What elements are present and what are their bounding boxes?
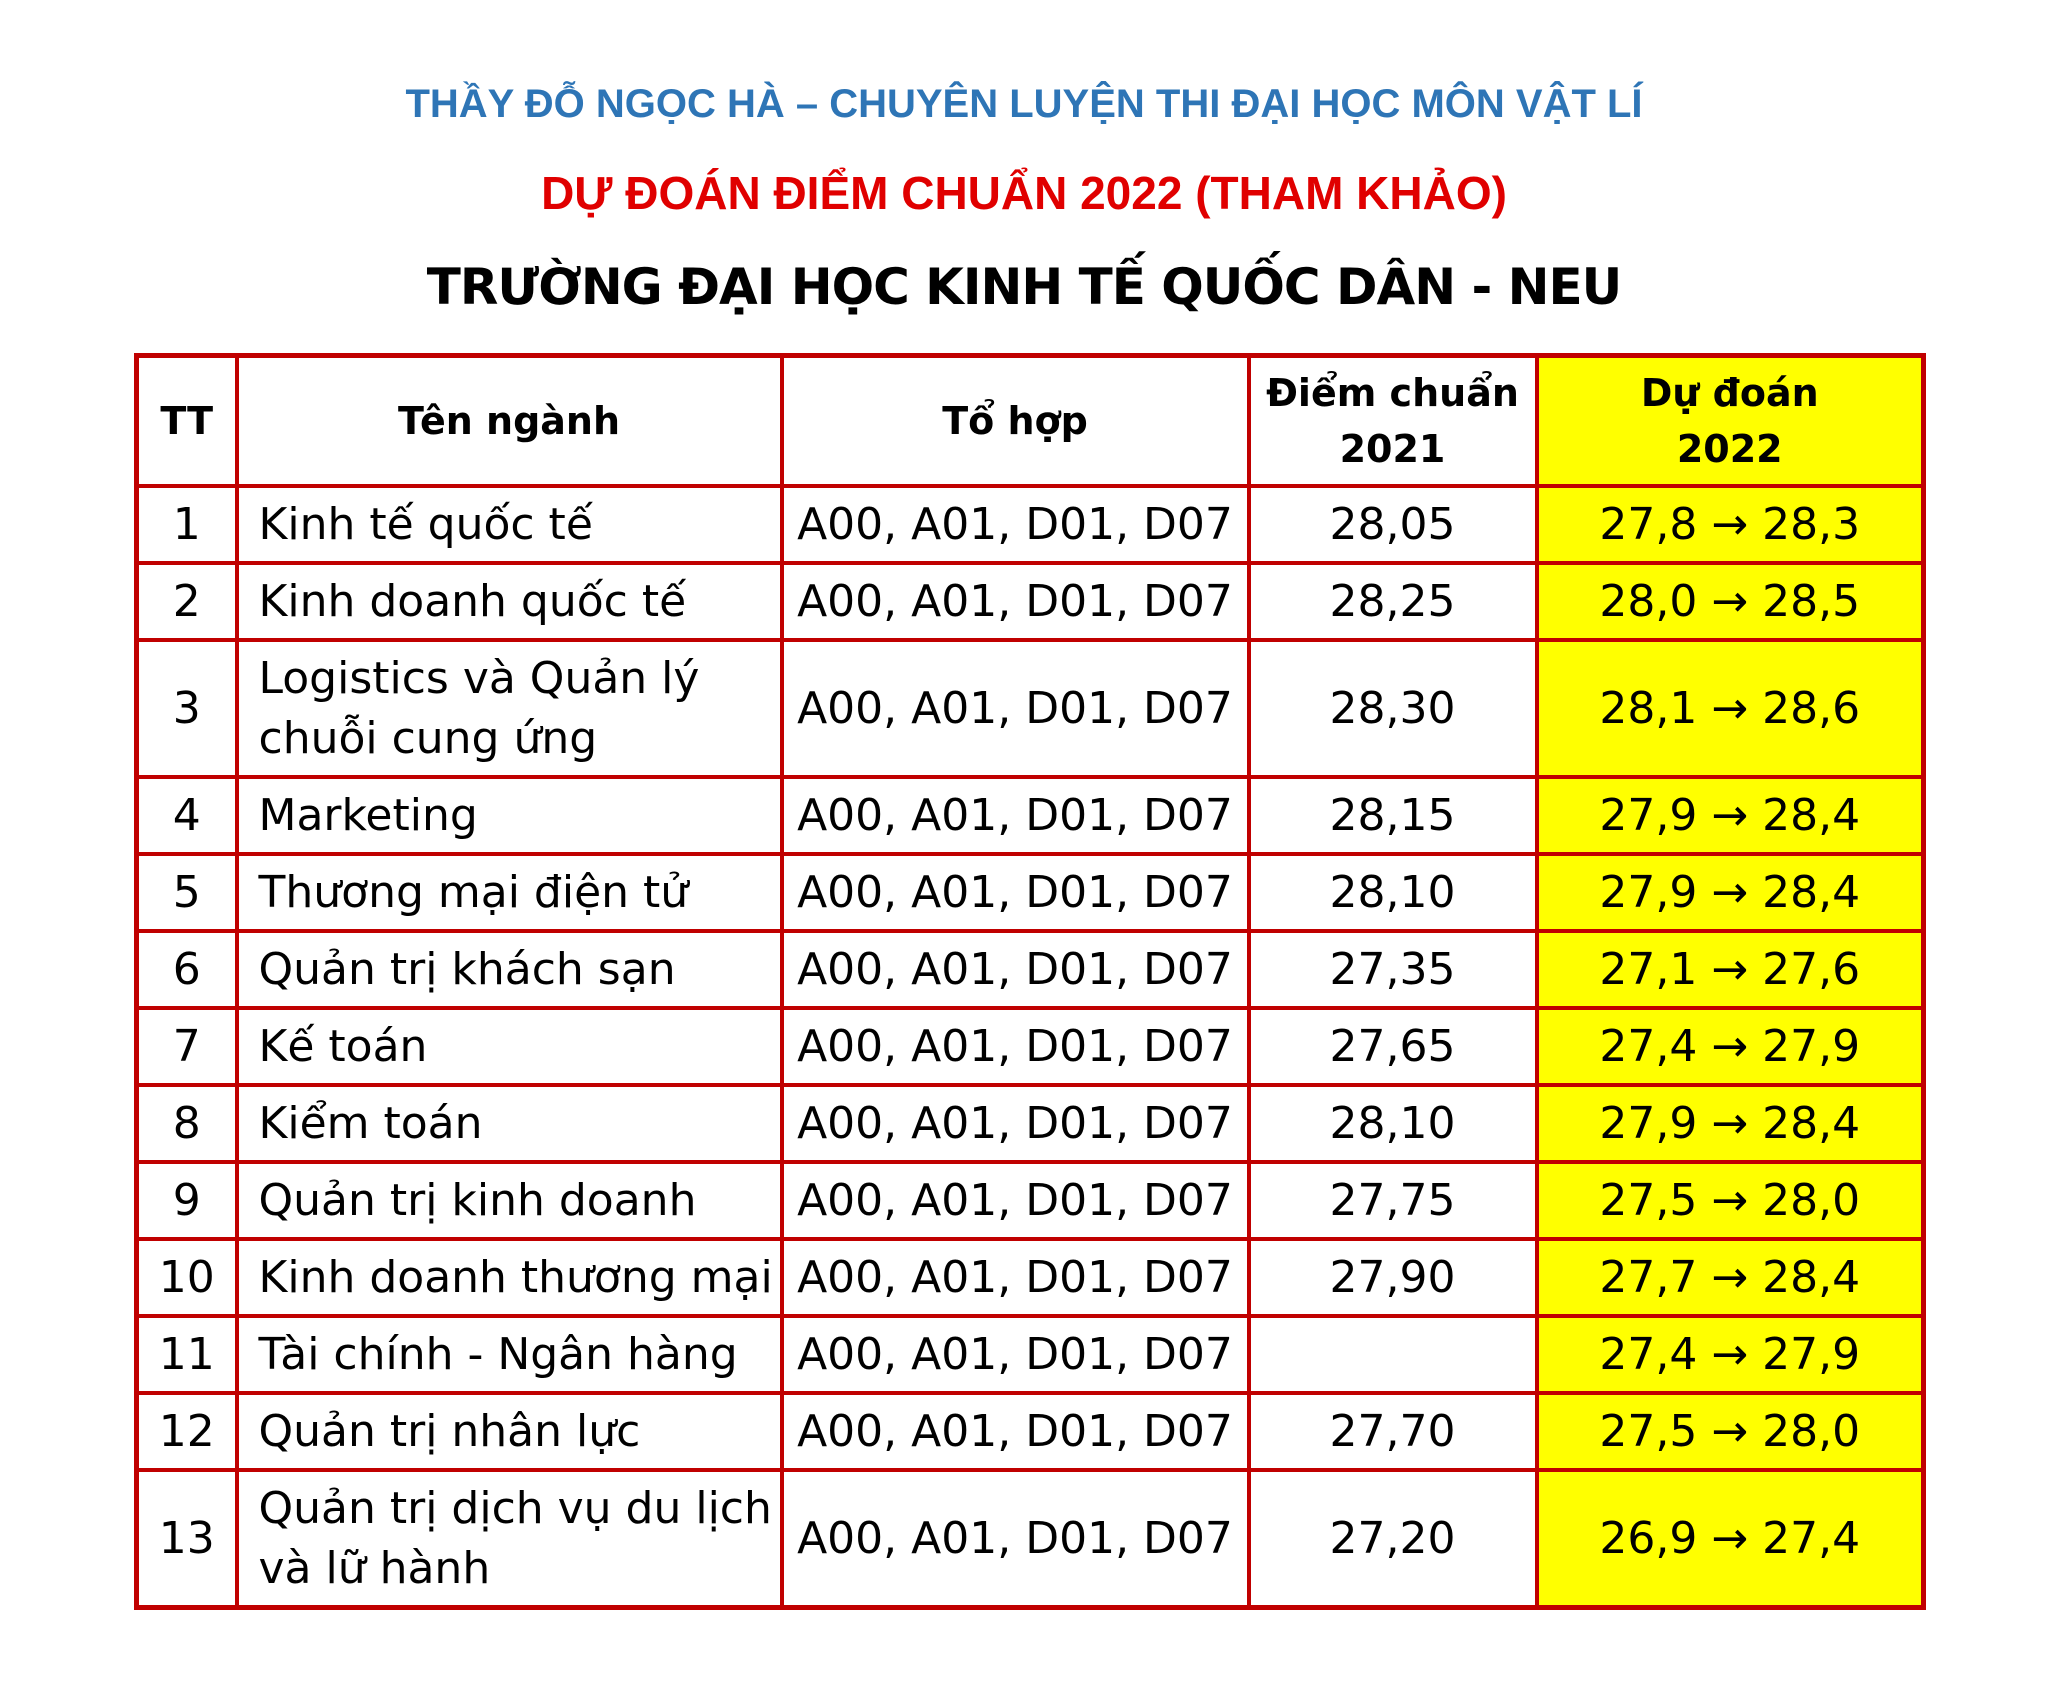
cell-pred-2022: 27,5 → 28,0: [1537, 1393, 1924, 1470]
cell-tt: 3: [137, 640, 237, 777]
cell-name: [237, 640, 782, 777]
teacher-line: THẦY ĐỖ NGỌC HÀ – CHUYÊN LUYỆN THI ĐẠI HỌC MÔN VẬT LÍ: [405, 82, 1643, 126]
cell-combo: A00, A01, D01, D07: [782, 1008, 1249, 1085]
cell-combo: A00, A01, D01, D07: [782, 1239, 1249, 1316]
cell-combo: A00, A01, D01, D07: [782, 854, 1249, 931]
cell-score-2021: 28,10: [1249, 1085, 1537, 1162]
cell-pred-2022: 27,5 → 28,0: [1537, 1162, 1924, 1239]
cell-name: Quản trị khách sạn: [237, 931, 782, 1008]
cell-tt: 5: [137, 854, 237, 931]
cell-name: Kinh doanh thương mại: [237, 1239, 782, 1316]
header-name: Tên ngành: [237, 356, 782, 487]
table-row: [137, 1393, 1924, 1470]
cell-tt: 13: [137, 1470, 237, 1608]
cell-pred-2022: 27,4 → 27,9: [1537, 1008, 1924, 1085]
cell-name: [237, 1470, 782, 1608]
cell-score-2021: 27,35: [1249, 931, 1537, 1008]
cell-tt: 1: [137, 486, 237, 563]
table-row: [137, 1008, 1924, 1085]
cell-name: Kế toán: [237, 1008, 782, 1085]
header-score-2021-line1: Điểm chuẩn: [1266, 371, 1519, 415]
cell-tt: 10: [137, 1239, 237, 1316]
cell-pred-2022: 27,7 → 28,4: [1537, 1239, 1924, 1316]
cell-combo: A00, A01, D01, D07: [782, 1085, 1249, 1162]
cell-pred-2022: 27,9 → 28,4: [1537, 777, 1924, 854]
cell-score-2021: [1249, 1316, 1537, 1393]
table-row: [137, 563, 1924, 640]
table-row: [137, 1085, 1924, 1162]
cell-name: Kiểm toán: [237, 1085, 782, 1162]
cell-combo: A00, A01, D01, D07: [782, 1470, 1249, 1608]
cell-pred-2022: 27,1 → 27,6: [1537, 931, 1924, 1008]
cell-pred-2022: 27,9 → 28,4: [1537, 854, 1924, 931]
table-row: [137, 854, 1924, 931]
cell-score-2021: 28,25: [1249, 563, 1537, 640]
cell-name: Tài chính - Ngân hàng: [237, 1316, 782, 1393]
table-row: [137, 486, 1924, 563]
table-header-row: [137, 356, 1924, 487]
table-row: [137, 1316, 1924, 1393]
table-row: [137, 777, 1924, 854]
cell-combo: A00, A01, D01, D07: [782, 640, 1249, 777]
cell-name: Quản trị kinh doanh: [237, 1162, 782, 1239]
header-pred-2022: [1537, 356, 1924, 487]
cell-name: Marketing: [237, 777, 782, 854]
cell-tt: 4: [137, 777, 237, 854]
cell-pred-2022: 27,4 → 27,9: [1537, 1316, 1924, 1393]
cell-combo: A00, A01, D01, D07: [782, 486, 1249, 563]
cell-score-2021: 28,30: [1249, 640, 1537, 777]
cell-name-line2: và lữ hành: [258, 1542, 491, 1594]
score-table: [134, 353, 1926, 1610]
cell-name-line1: Logistics và Quản lý: [258, 652, 700, 704]
cell-tt: 9: [137, 1162, 237, 1239]
header-tt: TT: [137, 356, 237, 487]
cell-combo: A00, A01, D01, D07: [782, 1393, 1249, 1470]
header-pred-2022-line2: 2022: [1676, 427, 1783, 471]
table-row: [137, 640, 1924, 777]
cell-tt: 8: [137, 1085, 237, 1162]
cell-score-2021: 28,05: [1249, 486, 1537, 563]
cell-score-2021: 28,15: [1249, 777, 1537, 854]
cell-score-2021: 28,10: [1249, 854, 1537, 931]
cell-combo: A00, A01, D01, D07: [782, 931, 1249, 1008]
page-title: DỰ ĐOÁN ĐIỂM CHUẨN 2022 (THAM KHẢO): [541, 167, 1507, 219]
header-score-2021-line2: 2021: [1339, 427, 1446, 471]
table-row: [137, 1162, 1924, 1239]
cell-name: Kinh doanh quốc tế: [237, 563, 782, 640]
cell-score-2021: 27,90: [1249, 1239, 1537, 1316]
cell-score-2021: 27,70: [1249, 1393, 1537, 1470]
cell-name: Kinh tế quốc tế: [237, 486, 782, 563]
cell-tt: 12: [137, 1393, 237, 1470]
table-row: [137, 1239, 1924, 1316]
cell-pred-2022: 26,9 → 27,4: [1537, 1470, 1924, 1608]
header-combo: Tổ hợp: [782, 356, 1249, 487]
cell-name: Quản trị nhân lực: [237, 1393, 782, 1470]
table-row: [137, 1470, 1924, 1608]
cell-name-line1: Quản trị dịch vụ du lịch: [258, 1482, 772, 1534]
cell-combo: A00, A01, D01, D07: [782, 563, 1249, 640]
header-score-2021: [1249, 356, 1537, 487]
cell-score-2021: 27,65: [1249, 1008, 1537, 1085]
header-pred-2022-line1: Dự đoán: [1640, 371, 1819, 415]
cell-tt: 7: [137, 1008, 237, 1085]
cell-name: Thương mại điện tử: [237, 854, 782, 931]
cell-tt: 6: [137, 931, 237, 1008]
cell-score-2021: 27,75: [1249, 1162, 1537, 1239]
cell-combo: A00, A01, D01, D07: [782, 1162, 1249, 1239]
school-name: TRƯỜNG ĐẠI HỌC KINH TẾ QUỐC DÂN - NEU: [426, 258, 1622, 316]
table-row: [137, 931, 1924, 1008]
cell-pred-2022: 27,8 → 28,3: [1537, 486, 1924, 563]
cell-pred-2022: 28,0 → 28,5: [1537, 563, 1924, 640]
cell-name-line2: chuỗi cung ứng: [258, 712, 598, 764]
cell-score-2021: 27,20: [1249, 1470, 1537, 1608]
cell-tt: 11: [137, 1316, 237, 1393]
cell-pred-2022: 28,1 → 28,6: [1537, 640, 1924, 777]
cell-combo: A00, A01, D01, D07: [782, 1316, 1249, 1393]
cell-tt: 2: [137, 563, 237, 640]
cell-combo: A00, A01, D01, D07: [782, 777, 1249, 854]
cell-pred-2022: 27,9 → 28,4: [1537, 1085, 1924, 1162]
